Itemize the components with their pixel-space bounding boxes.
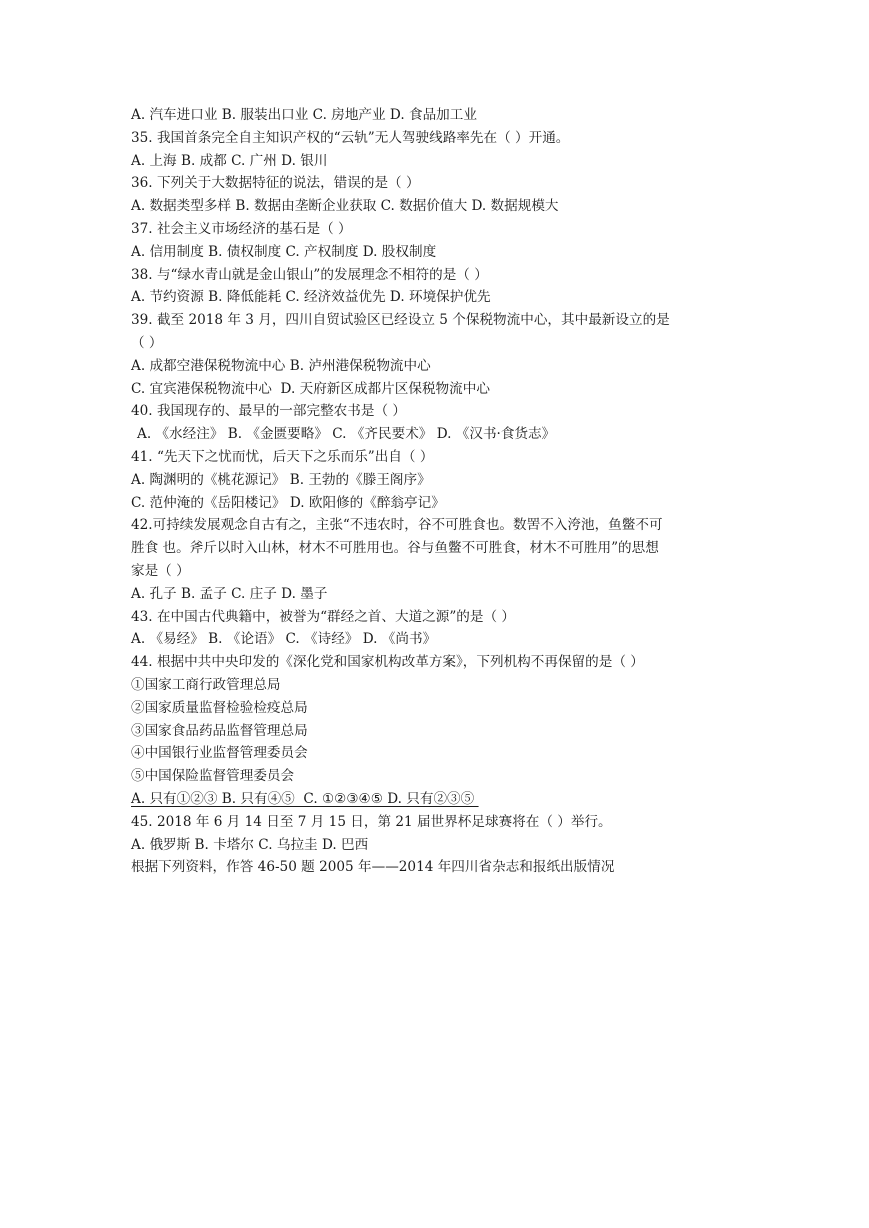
line-text: A. 汽车进口业 B. 服装出口业 C. 房地产业 D. 食品加工业: [131, 107, 477, 123]
document-body: [131, 104, 771, 879]
line-text: 44. 根据中共中央印发的《深化党和国家机构改革方案》，下列机构不再保留的是（ ）: [131, 654, 644, 671]
line-text: C. 范仲淹的《岳阳楼记》 D. 欧阳修的《醉翁亭记》: [131, 494, 445, 511]
line-text: ①国家工商行政管理总局: [131, 676, 281, 693]
options-line: [131, 378, 771, 401]
line-text: A. 上海 B. 成都 C. 广州 D. 银川: [131, 152, 328, 169]
line-text: A. 陶渊明的《桃花源记》 B. 王勃的《滕王阁序》: [131, 471, 431, 488]
text-line: [131, 104, 771, 127]
line-text: A. 只有①②③ B. 只有④⑤ C. ①②③④⑤ D. 只有②③⑤: [131, 790, 479, 807]
options-line: [131, 150, 771, 173]
options-line: [131, 286, 771, 309]
line-text: A. 《易经》 B. 《论语》 C. 《诗经》 D. 《尚书》: [131, 631, 437, 648]
line-text: A. 信用制度 B. 债权制度 C. 产权制度 D. 股权制度: [131, 243, 437, 260]
line-text: 40. 我国现存的、最早的一部完整农书是（ ）: [131, 403, 406, 420]
question-line: [131, 309, 771, 332]
line-text: A. 成都空港保税物流中心 B. 泸州港保税物流中心: [131, 357, 431, 374]
line-text: 45. 2018 年 6 月 14 日至 7 月 15 日，第 21 届世界杯足球赛将在（ ）举行。: [131, 813, 612, 830]
line-text: （ ）: [131, 334, 163, 351]
line-text: A. 孔子 B. 孟子 C. 庄子 D. 墨子: [131, 585, 328, 602]
line-text: 胜食 也。斧斤以时入山林，材木不可胜用也。谷与鱼鳖不可胜食，材木不可胜用”的思想: [131, 540, 659, 557]
list-item: [131, 720, 771, 743]
options-line: [131, 834, 771, 857]
options-line: [131, 469, 771, 492]
question-line: [131, 172, 771, 195]
options-line: [131, 355, 771, 378]
line-text: ⑤中国保险监督管理委员会: [131, 768, 295, 785]
options-line: [131, 423, 771, 446]
line-text: A. 节约资源 B. 降低能耗 C. 经济效益优先 D. 环境保护优先: [131, 289, 491, 306]
line-text: 根据下列资料，作答 46-50 题 2005 年——2014 年四川省杂志和报纸出版情况: [131, 859, 615, 876]
line-text: 43. 在中国古代典籍中，被誉为“群经之首、大道之源”的是（ ）: [131, 608, 516, 625]
section-intro-line: [131, 856, 771, 879]
line-text: A. 数据类型多样 B. 数据由垄断企业获取 C. 数据价值大 D. 数据规模大: [131, 198, 559, 215]
question-line: [131, 514, 771, 537]
options-line: [131, 628, 771, 651]
line-text: 37. 社会主义市场经济的基石是（ ）: [131, 220, 352, 237]
options-line: [131, 195, 771, 218]
question-line: [131, 264, 771, 287]
line-text: C. 宜宾港保税物流中心 D. 天府新区成都片区保税物流中心: [131, 380, 490, 397]
question-line-continued: [131, 537, 771, 560]
line-text: 36. 下列关于大数据特征的说法，错误的是（ ）: [131, 175, 420, 192]
question-line: [131, 446, 771, 469]
line-text: A. 俄罗斯 B. 卡塔尔 C. 乌拉圭 D. 巴西: [131, 836, 369, 853]
question-line: [131, 218, 771, 241]
question-line: [131, 606, 771, 629]
question-line: [131, 127, 771, 150]
list-item: [131, 765, 771, 788]
line-text: 家是（ ）: [131, 562, 190, 579]
line-text: ③国家食品药品监督管理总局: [131, 722, 308, 739]
question-line-continued: [131, 332, 771, 355]
question-line: [131, 400, 771, 423]
question-line-continued: [131, 560, 771, 583]
line-text: 39. 截至 2018 年 3 月，四川自贸试验区已经设立 5 个保税物流中心，其中最新设立的是: [131, 312, 670, 329]
options-line: [131, 492, 771, 515]
line-text: 42.可持续发展观念自古有之，主张“不违农时，谷不可胜食也。数罟不入洿池，鱼鳖不可: [131, 517, 663, 534]
line-text: A. 《水经注》 B. 《金匮要略》 C. 《齐民要术》 D. 《汉书·食货志》: [137, 426, 556, 443]
line-text: 41. “先天下之忧而忧，后天下之乐而乐”出自（ ）: [131, 448, 434, 465]
question-line: [131, 651, 771, 674]
list-item: [131, 697, 771, 720]
list-item: [131, 674, 771, 697]
line-text: ②国家质量监督检验检疫总局: [131, 699, 308, 716]
options-line: [131, 583, 771, 606]
line-text: ④中国银行业监督管理委员会: [131, 745, 308, 762]
options-line: [131, 241, 771, 264]
options-line-underlined: [131, 788, 771, 811]
question-line: [131, 811, 771, 834]
line-text: 35. 我国首条完全自主知识产权的“云轨”无人驾驶线路率先在（ ）开通。: [131, 129, 570, 146]
list-item: [131, 742, 771, 765]
line-text: 38. 与“绿水青山就是金山银山”的发展理念不相符的是（ ）: [131, 266, 488, 283]
